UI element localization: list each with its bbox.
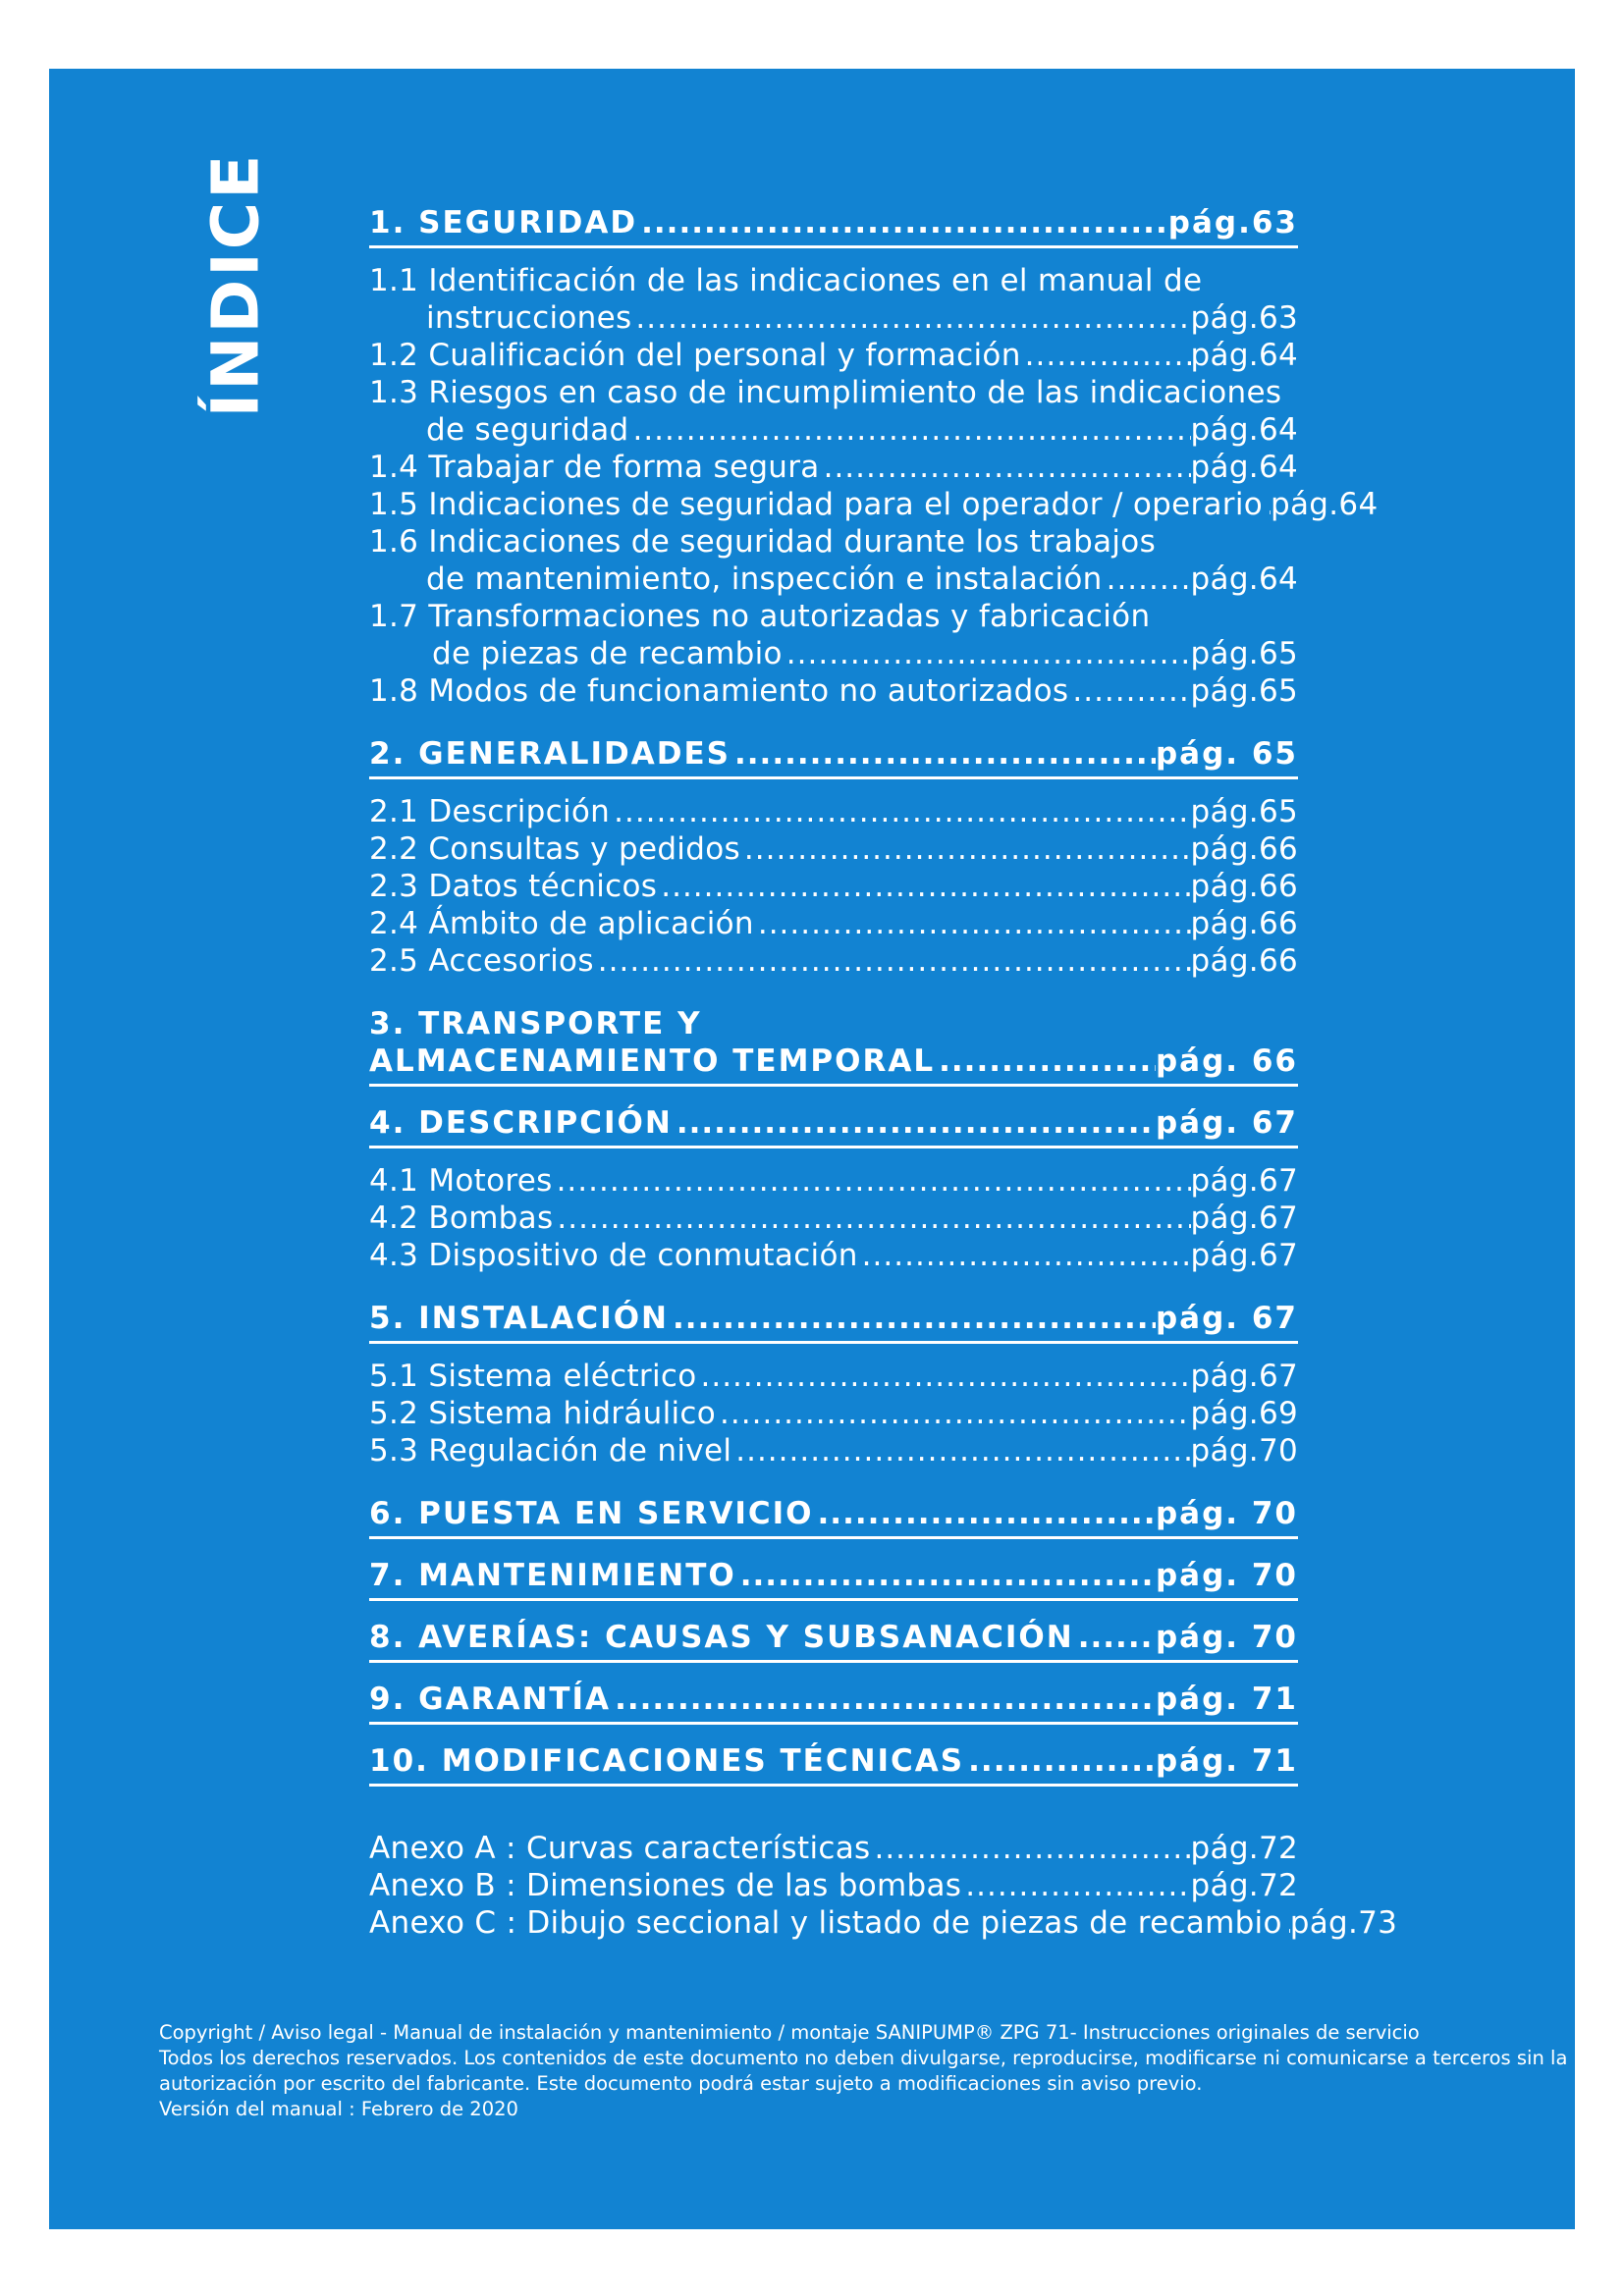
dot-leader xyxy=(783,635,1191,672)
subsection-list xyxy=(369,262,1379,710)
annex-title: Anexo B : Dimensiones de las bombas xyxy=(369,1868,962,1903)
entry-row xyxy=(369,561,1298,598)
entry-line: 1.1 Identificación de las indicaciones en el manual de xyxy=(369,263,1203,298)
entry-row xyxy=(369,1395,1298,1432)
entry-page: pág.64 xyxy=(1190,412,1298,448)
entry-page: pág.64 xyxy=(1190,450,1298,485)
spacer xyxy=(369,1469,1298,1495)
toc-entry[interactable] xyxy=(369,1162,1298,1200)
section-page: pág. 71 xyxy=(1155,1682,1298,1717)
entry-title: de mantenimiento, inspección e instalación xyxy=(426,561,1103,597)
section-page: pág. 66 xyxy=(1155,1043,1298,1079)
section-title: ALMACENAMIENTO TEMPORAL xyxy=(369,1043,936,1079)
section-title: 2. GENERALIDADES xyxy=(369,736,731,772)
entry-page: pág.67 xyxy=(1190,1238,1298,1273)
dot-leader xyxy=(1282,1904,1290,1942)
annex-entry[interactable] xyxy=(369,1830,1298,1867)
toc-entry[interactable] xyxy=(369,449,1298,486)
entry-title: instrucciones xyxy=(426,300,632,336)
dot-leader xyxy=(697,1358,1191,1395)
section-heading[interactable] xyxy=(369,1042,1298,1087)
toc-section xyxy=(369,1619,1298,1663)
spacer xyxy=(369,1601,1298,1619)
entry-title: 2.2 Consultas y pedidos xyxy=(369,831,740,867)
annex-title: Anexo A : Curvas características xyxy=(369,1831,871,1866)
spacer xyxy=(369,1087,1298,1104)
entry-row xyxy=(369,1358,1298,1395)
toc-entry[interactable] xyxy=(369,1432,1298,1469)
toc-entry[interactable] xyxy=(369,262,1298,337)
copyright-line: Todos los derechos reservados. Los contenidos de este documento no deben divulgarse, reproducirse, modificarse ni comunicarse a terceros sin la xyxy=(159,2047,1568,2069)
section-page: pág. 70 xyxy=(1155,1558,1298,1593)
section-heading[interactable] xyxy=(369,1742,1298,1787)
entry-page: pág.67 xyxy=(1190,1201,1298,1236)
dot-leader xyxy=(631,299,1190,337)
section-page: pág. 70 xyxy=(1155,1620,1298,1655)
annex-page: pág.72 xyxy=(1190,1868,1298,1903)
entry-page: pág.66 xyxy=(1190,831,1298,867)
toc-section xyxy=(369,1557,1298,1601)
dot-leader xyxy=(870,1830,1190,1867)
spacer xyxy=(369,1274,1298,1300)
section-heading[interactable] xyxy=(369,1619,1298,1663)
subsection-list xyxy=(369,1358,1298,1469)
entry-title: 1.8 Modos de funcionamiento no autorizados xyxy=(369,673,1069,709)
toc-entry[interactable] xyxy=(369,1237,1298,1274)
toc-section xyxy=(369,1681,1298,1725)
dot-leader xyxy=(814,1495,1156,1532)
section-heading-line: 3. TRANSPORTE Y xyxy=(369,1006,702,1041)
toc-entry[interactable] xyxy=(369,374,1298,449)
copyright-line: Copyright / Aviso legal - Manual de instalación y mantenimiento / montaje SANIPUMP® ZPG 71- Instrucciones originales de servicio xyxy=(159,2021,1420,2044)
section-title: 7. MANTENIMIENTO xyxy=(369,1558,736,1593)
entry-title: 5.1 Sistema eléctrico xyxy=(369,1359,697,1394)
section-heading[interactable] xyxy=(369,1557,1298,1601)
dot-leader xyxy=(628,411,1190,449)
section-page: pág. 70 xyxy=(1155,1496,1298,1531)
entry-page: pág.65 xyxy=(1190,636,1298,671)
dot-leader xyxy=(1103,561,1191,598)
section-page: pág. 71 xyxy=(1155,1743,1298,1779)
entry-line: 1.6 Indicaciones de seguridad durante los trabajos xyxy=(369,524,1157,560)
toc-entry[interactable] xyxy=(369,793,1298,830)
entry-row xyxy=(369,1432,1298,1469)
toc-entry[interactable] xyxy=(369,672,1298,710)
section-heading[interactable] xyxy=(369,735,1298,779)
dot-leader xyxy=(820,449,1191,486)
entry-title: 5.3 Regulación de nivel xyxy=(369,1433,732,1468)
toc-section xyxy=(369,204,1379,710)
entry-row xyxy=(369,337,1298,374)
toc-section xyxy=(369,1495,1298,1539)
toc-entry[interactable] xyxy=(369,1358,1298,1395)
spacer xyxy=(369,1804,1298,1830)
annex-title: Anexo C : Dibujo seccional y listado de piezas de recambio xyxy=(369,1905,1282,1941)
toc-entry[interactable] xyxy=(369,598,1298,672)
dot-leader xyxy=(964,1742,1156,1780)
entry-row xyxy=(369,1200,1298,1237)
entry-title: de seguridad xyxy=(426,412,629,448)
dot-leader xyxy=(961,1867,1190,1904)
copyright-notice xyxy=(159,2020,1568,2122)
entry-title: 1.2 Cualificación del personal y formación xyxy=(369,338,1021,373)
dot-leader xyxy=(657,868,1190,905)
toc-entry[interactable] xyxy=(369,1395,1298,1432)
entry-page: pág.70 xyxy=(1190,1433,1298,1468)
annex-entry[interactable] xyxy=(369,1904,1398,1942)
copyright-line: Versión del manual : Febrero de 2020 xyxy=(159,2098,518,2120)
entry-page: pág.69 xyxy=(1190,1396,1298,1431)
spacer xyxy=(369,1787,1298,1804)
dot-leader xyxy=(553,1200,1190,1237)
dot-leader xyxy=(610,793,1190,830)
entry-page: pág.65 xyxy=(1190,794,1298,829)
toc-section xyxy=(369,1005,1298,1087)
side-title xyxy=(162,128,309,442)
section-heading[interactable] xyxy=(369,1681,1298,1725)
entry-page: pág.66 xyxy=(1190,943,1298,979)
section-title: 10. MODIFICACIONES TÉCNICAS xyxy=(369,1743,965,1779)
entry-title: 2.3 Datos técnicos xyxy=(369,869,658,904)
entry-row xyxy=(369,905,1298,942)
section-page: pág. 65 xyxy=(1155,736,1298,772)
entry-row xyxy=(369,793,1298,830)
toc-entry[interactable] xyxy=(369,830,1298,868)
dot-leader xyxy=(1068,672,1190,710)
entry-row xyxy=(369,449,1298,486)
dot-leader xyxy=(935,1042,1156,1080)
dot-leader xyxy=(731,735,1156,773)
spacer xyxy=(369,710,1298,735)
spacer xyxy=(369,980,1298,1005)
section-page: pág.63 xyxy=(1167,205,1298,240)
dot-leader xyxy=(611,1681,1156,1718)
toc-entry[interactable] xyxy=(369,1200,1298,1237)
section-page: pág. 67 xyxy=(1155,1105,1298,1141)
entry-page: pág.67 xyxy=(1190,1359,1298,1394)
dot-leader xyxy=(754,905,1191,942)
dot-leader xyxy=(1263,486,1271,523)
entry-line: 1.3 Riesgos en caso de incumplimiento de las indicaciones xyxy=(369,375,1282,410)
annex-page: pág.72 xyxy=(1190,1831,1298,1866)
toc-section xyxy=(369,1300,1298,1469)
entry-row xyxy=(369,942,1298,980)
entry-page: pág.63 xyxy=(1190,300,1298,336)
dot-leader xyxy=(669,1300,1156,1337)
toc-entry[interactable] xyxy=(369,523,1298,598)
entry-title: 4.1 Motores xyxy=(369,1163,553,1199)
entry-title: 1.4 Trabajar de forma segura xyxy=(369,450,820,485)
toc-entry[interactable] xyxy=(369,942,1298,980)
section-title: 6. PUESTA EN SERVICIO xyxy=(369,1496,814,1531)
dot-leader xyxy=(594,942,1191,980)
entry-row xyxy=(369,830,1298,868)
section-heading[interactable] xyxy=(369,1300,1298,1344)
entry-page: pág.64 xyxy=(1190,561,1298,597)
spacer xyxy=(369,1725,1298,1742)
entry-row xyxy=(369,486,1379,523)
entry-row xyxy=(369,868,1298,905)
section-title: 8. AVERÍAS: CAUSAS Y SUBSANACIÓN xyxy=(369,1620,1074,1655)
subsection-list xyxy=(369,793,1298,980)
section-title: 9. GARANTÍA xyxy=(369,1682,612,1717)
entry-title: 4.3 Dispositivo de conmutación xyxy=(369,1238,858,1273)
subsection-list xyxy=(369,1162,1298,1274)
entry-page: pág.64 xyxy=(1190,338,1298,373)
entry-row xyxy=(369,1237,1298,1274)
toc-entry[interactable] xyxy=(369,868,1298,905)
entry-page: pág.65 xyxy=(1190,673,1298,709)
section-page: pág. 67 xyxy=(1155,1301,1298,1336)
dot-leader xyxy=(673,1104,1156,1142)
entry-page: pág.66 xyxy=(1190,869,1298,904)
section-title: 5. INSTALACIÓN xyxy=(369,1301,670,1336)
dot-leader xyxy=(1021,337,1191,374)
section-heading[interactable] xyxy=(369,204,1298,248)
spacer xyxy=(369,1539,1298,1557)
toc-section xyxy=(369,735,1298,980)
entry-title: 2.1 Descripción xyxy=(369,794,611,829)
entry-page: pág.64 xyxy=(1271,487,1379,522)
entry-title: 2.4 Ámbito de aplicación xyxy=(369,906,754,941)
entry-row xyxy=(369,411,1298,449)
annex-list xyxy=(369,1830,1398,1942)
entry-title: 1.5 Indicaciones de seguridad para el operador / operario xyxy=(369,487,1264,522)
annex-page: pág.73 xyxy=(1289,1905,1398,1941)
dot-leader xyxy=(731,1432,1190,1469)
entry-line: 1.7 Transformaciones no autorizadas y fabricación xyxy=(369,599,1151,634)
section-title: 4. DESCRIPCIÓN xyxy=(369,1105,673,1141)
entry-row xyxy=(369,299,1298,337)
entry-title: 5.2 Sistema hidráulico xyxy=(369,1396,717,1431)
dot-leader xyxy=(716,1395,1191,1432)
entry-title: 4.2 Bombas xyxy=(369,1201,554,1236)
entry-row xyxy=(369,635,1298,672)
dot-leader xyxy=(637,204,1168,241)
toc-entry[interactable] xyxy=(369,905,1298,942)
annex-entry[interactable] xyxy=(369,1867,1298,1904)
dot-leader xyxy=(1074,1619,1156,1656)
entry-title: 2.5 Accesorios xyxy=(369,943,594,979)
entry-title: de piezas de recambio xyxy=(432,636,783,671)
toc-section xyxy=(369,1742,1298,1787)
side-title-text: ÍNDICE xyxy=(197,151,274,418)
dot-leader xyxy=(736,1557,1156,1594)
section-heading[interactable] xyxy=(369,1104,1298,1148)
entry-row xyxy=(369,1162,1298,1200)
table-of-contents xyxy=(369,204,1398,1942)
section-title: 1. SEGURIDAD xyxy=(369,205,638,240)
section-heading[interactable] xyxy=(369,1495,1298,1539)
toc-entry[interactable] xyxy=(369,486,1379,523)
spacer xyxy=(369,1663,1298,1681)
entry-page: pág.66 xyxy=(1190,906,1298,941)
entry-page: pág.67 xyxy=(1190,1163,1298,1199)
entry-row xyxy=(369,672,1298,710)
toc-section xyxy=(369,1104,1298,1274)
copyright-line: autorización por escrito del fabricante. Este documento podrá estar sujeto a modificaciones sin aviso previo. xyxy=(159,2072,1203,2095)
dot-leader xyxy=(740,830,1191,868)
dot-leader xyxy=(858,1237,1191,1274)
dot-leader xyxy=(553,1162,1191,1200)
toc-entry[interactable] xyxy=(369,337,1298,374)
